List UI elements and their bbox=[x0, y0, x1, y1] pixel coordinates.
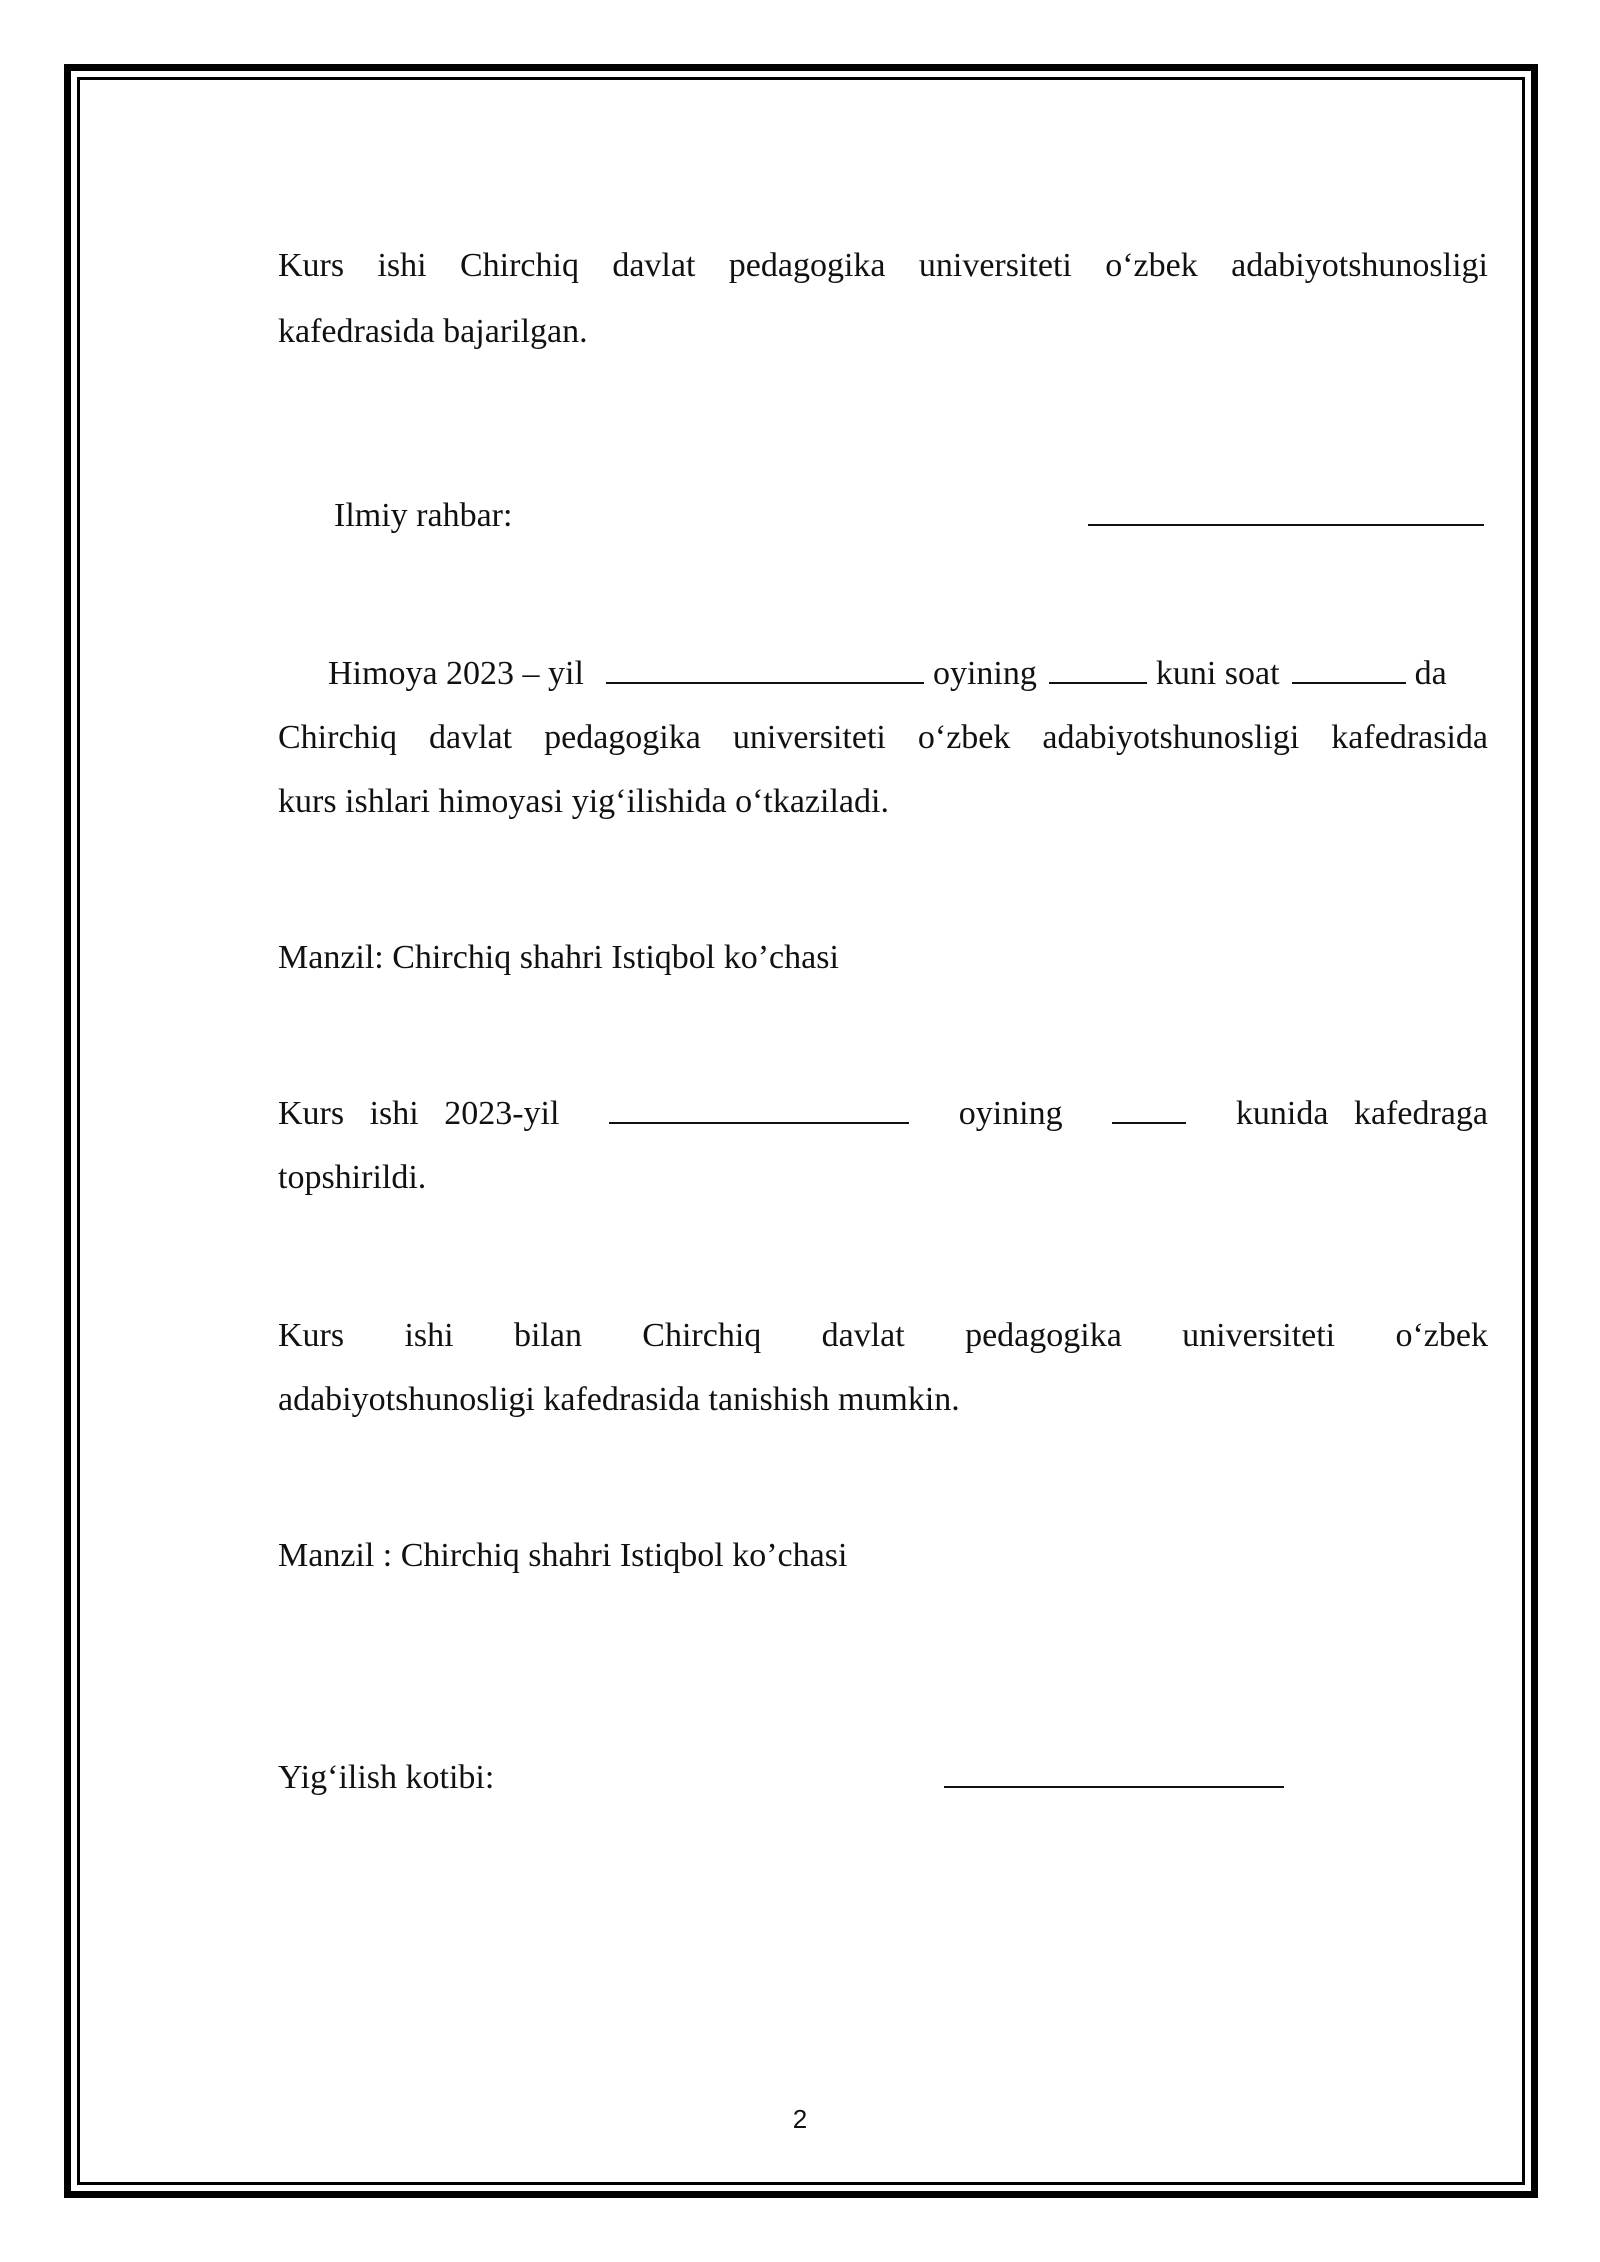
submitted-month-blank[interactable] bbox=[609, 1092, 909, 1124]
defense-day-word: kuni soat bbox=[1155, 655, 1280, 692]
submitted-prefix: Kurs ishi 2023-yil bbox=[278, 1095, 560, 1132]
defense-prefix: Himoya 2023 – yil bbox=[328, 655, 584, 692]
defense-line-3: kurs ishlari himoyasi yig‘ilishida o‘tkaziladi. bbox=[278, 783, 889, 820]
defense-month-blank[interactable] bbox=[606, 652, 924, 684]
secretary-label: Yig‘ilish kotibi: bbox=[278, 1759, 495, 1796]
familiar-line-2: adabiyotshunosligi kafedrasida tanishish mumkin. bbox=[278, 1381, 960, 1418]
page-number: 2 bbox=[792, 2104, 808, 2134]
submitted-month-word: oyining bbox=[958, 1095, 1063, 1132]
familiar-line-1: Kurs ishi bilan Chirchiq davlat pedagogika universiteti o‘zbek bbox=[278, 1317, 1488, 1354]
submitted-day-blank[interactable] bbox=[1112, 1092, 1186, 1124]
submitted-line-2: topshirildi. bbox=[278, 1159, 427, 1196]
signature-line[interactable] bbox=[944, 1756, 1284, 1788]
secretary-signature-blank[interactable] bbox=[944, 1746, 1284, 1810]
defense-line-1 bbox=[328, 642, 1447, 706]
submitted-day-word: kunida kafedraga bbox=[1235, 1095, 1488, 1132]
defense-da: da bbox=[1414, 655, 1447, 692]
address-1: Manzil: Chirchiq shahri Istiqbol ko’chasi bbox=[278, 939, 839, 976]
supervisor-signature-blank[interactable] bbox=[1088, 484, 1484, 548]
supervisor-label: Ilmiy rahbar: bbox=[334, 497, 513, 534]
defense-month-word: oyining bbox=[932, 655, 1037, 692]
defense-time-blank[interactable] bbox=[1292, 652, 1406, 684]
defense-line-2: Chirchiq davlat pedagogika universiteti o‘zbek adabiyotshunosligi kafedrasida bbox=[278, 719, 1488, 756]
signature-line[interactable] bbox=[1088, 494, 1484, 526]
submitted-line-1 bbox=[278, 1082, 1488, 1146]
defense-day-blank[interactable] bbox=[1049, 652, 1147, 684]
intro-line-2: kafedrasida bajarilgan. bbox=[278, 313, 588, 350]
intro-line-1: Kurs ishi Chirchiq davlat pedagogika universiteti o‘zbek adabiyotshunosligi bbox=[278, 247, 1488, 284]
address-2: Manzil : Chirchiq shahri Istiqbol ko’chasi bbox=[278, 1537, 848, 1574]
